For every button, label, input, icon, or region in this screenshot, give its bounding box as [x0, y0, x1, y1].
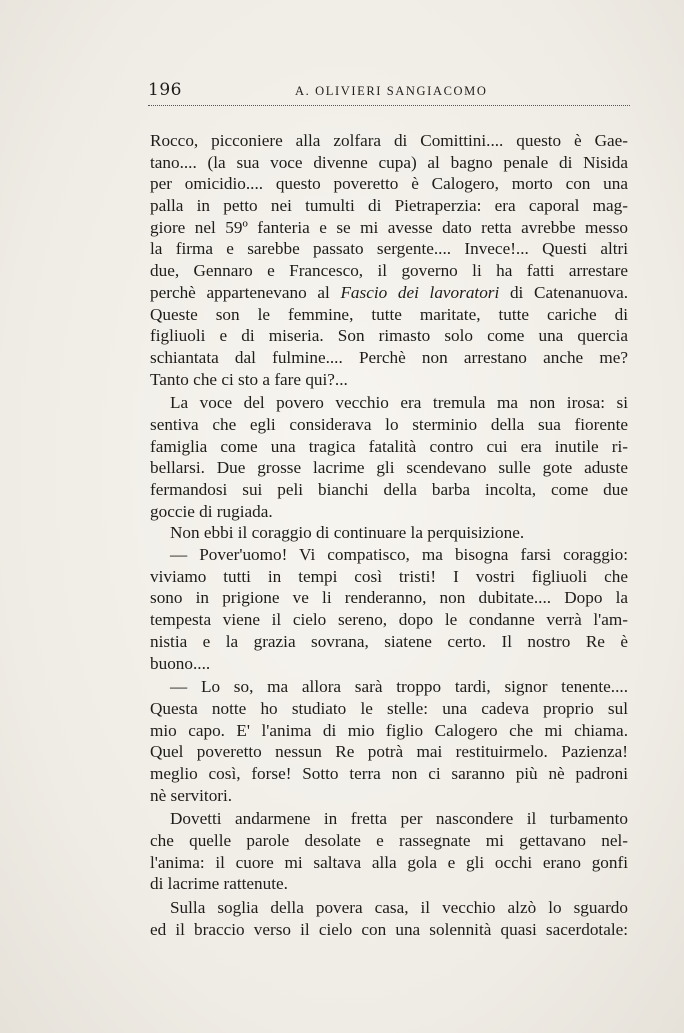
text-line: Dovetti andarmene in fretta per nascondere il turbamento [170, 809, 628, 829]
header-rule [148, 105, 630, 106]
text-line: nistia e la grazia sovrana, siatene certo. Il nostro Re è [150, 631, 628, 651]
text-line: tempesta viene il cielo sereno, dopo le condanne verrà l'am- [150, 610, 628, 630]
text-line: perchè appartenevano al Fascio dei lavoratori di Catenanuova. [150, 282, 629, 302]
text-line: mio capo. E' l'anima di mio figlio Calogero che mi chiama. [150, 720, 628, 740]
text-line: sentiva che egli considerava lo sterminio della sua fiorente [150, 414, 628, 434]
paragraph [150, 544, 628, 674]
paragraph [150, 130, 628, 390]
text-line: figliuoli e di miseria. Son rimasto solo come una quercia [150, 326, 628, 346]
text-line: buono.... [150, 653, 211, 673]
text-line: La voce del povero vecchio era tremula ma non irosa: si [170, 393, 628, 413]
paragraph [150, 676, 628, 806]
text-line: Questa notte ho studiato le stelle: una cadeva proprio sul [150, 698, 628, 718]
text-line: Sulla soglia della povera casa, il vecchio alzò lo sguardo [170, 898, 628, 918]
text-line: Quel poveretto nessun Re potrà mai restituirmelo. Pazienza! [150, 742, 628, 762]
paragraph [150, 522, 628, 544]
paragraph [150, 897, 628, 940]
text-line: tano.... (la sua voce divenne cupa) al bagno penale di Nisida [150, 152, 628, 172]
text-line: meglio così, forse! Sotto terra non ci saranno più nè padroni [150, 763, 628, 783]
text-line: Rocco, picconiere alla zolfara di Comittini.... questo è Gae- [150, 131, 628, 150]
text-line: di lacrime rattenute. [150, 874, 288, 894]
text-line: famiglia come una tragica fatalità contro cui era inutile ri- [150, 436, 628, 456]
text-line: per omicidio.... questo poveretto è Calogero, morto con una [150, 174, 628, 194]
text-line: palla in petto nei tumulti di Pietraperzia: era caporal mag- [150, 196, 628, 216]
text-line: nè servitori. [150, 785, 233, 805]
text-line: bellarsi. Due grosse lacrime gli scendevano sulle gote aduste [150, 458, 628, 478]
text-line: viviamo tutti in tempi così tristi! I vostri figliuoli che [150, 566, 628, 586]
page-number: 196 [148, 80, 182, 100]
body-text [150, 130, 628, 940]
text-line: la firma e sarebbe passato sergente.... Invece!... Questi altri [150, 239, 628, 259]
running-head: A. OLIVIERI SANGIACOMO [295, 84, 488, 98]
text-line: Queste son le femmine, tutte maritate, tutte cariche di [150, 304, 628, 324]
text-line: Non ebbi il coraggio di continuare la perquisizione. [170, 523, 525, 543]
page-header [148, 80, 630, 104]
text-line: due, Gennaro e Francesco, il governo li ha fatti arrestare [150, 261, 628, 281]
text-line: — Lo so, ma allora sarà troppo tardi, signor tenente.... [170, 677, 628, 697]
text-line: goccie di rugiada. [150, 501, 273, 521]
text-line: Tanto che ci sto a fare qui?... [150, 369, 348, 389]
paragraph [150, 808, 628, 895]
text-line: che quelle parole desolate e rassegnate mi gettavano nel- [150, 831, 628, 850]
text-line: fermandosi sui peli bianchi della barba incolta, come due [150, 480, 628, 499]
text-line: l'anima: il cuore mi saltava alla gola e gli occhi erano gonfi [150, 852, 628, 872]
italic-title: Fascio dei lavoratori [340, 282, 500, 302]
text-line: — Pover'uomo! Vi compatisco, ma bisogna farsi coraggio: [170, 545, 628, 565]
text-line: ed il braccio verso il cielo con una solennità quasi sacerdotale: [150, 919, 628, 939]
text-line: schiantata dal fulmine.... Perchè non arrestano anche me? [150, 347, 628, 367]
text-line: sono in prigione ve li renderanno, non dubitate.... Dopo la [150, 588, 628, 608]
paragraph [150, 392, 628, 522]
text-line: giore nel 59º fanteria e se mi avesse dato retta avrebbe messo [150, 217, 628, 237]
